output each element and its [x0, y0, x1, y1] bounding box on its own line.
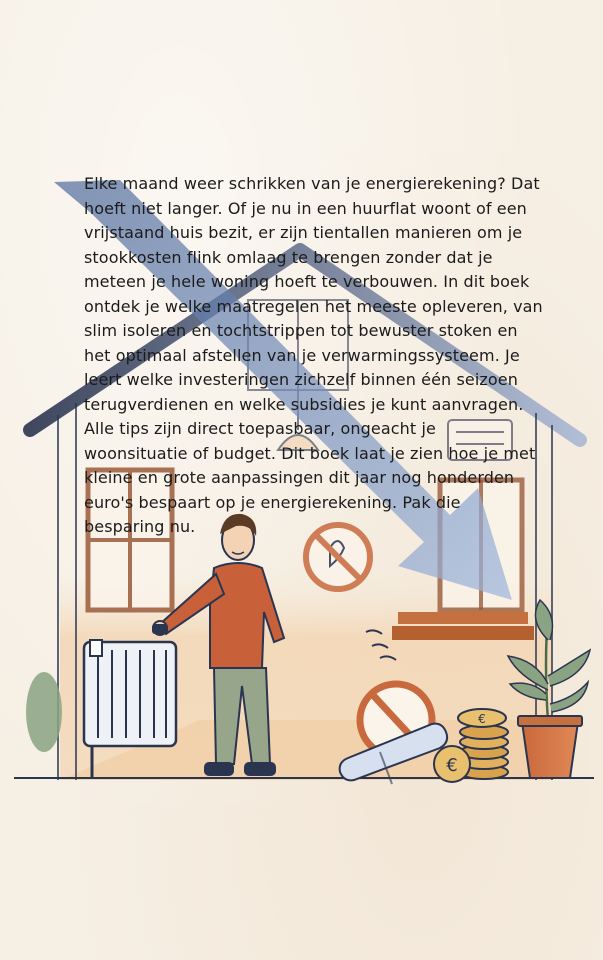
svg-text:€: €: [446, 755, 458, 776]
back-cover-blurb: Elke maand weer schrikken van je energierekening? Dat hoeft niet langer. Of je nu in een huurflat woont of een vrijstaand huis bezit, er zijn tientallen manieren om je stookkosten flink omlaag te brengen zonder dat je meteen je hele woning hoeft te verbouwen. In dit boek ontdek je welke maatregelen het meeste opleveren, van slim isoleren en tochtstrippen tot bewuster stoken en het optimaal afstellen van je verwarmingssysteem. Je leert welke investeringen zichzelf binnen één seizoen terugverdienen en welke subsidies je kunt aanvragen. Alle tips zijn direct toepasbaar, ongeacht je woonsituatie of budget. Dit boek laat je zien hoe je met kleine en grote aanpassingen dit jaar nog honderden euro's bespaart op je energierekening. Pak die besparing nu.: [84, 174, 543, 536]
bush-icon: [26, 672, 62, 752]
svg-text:€: €: [478, 712, 486, 726]
